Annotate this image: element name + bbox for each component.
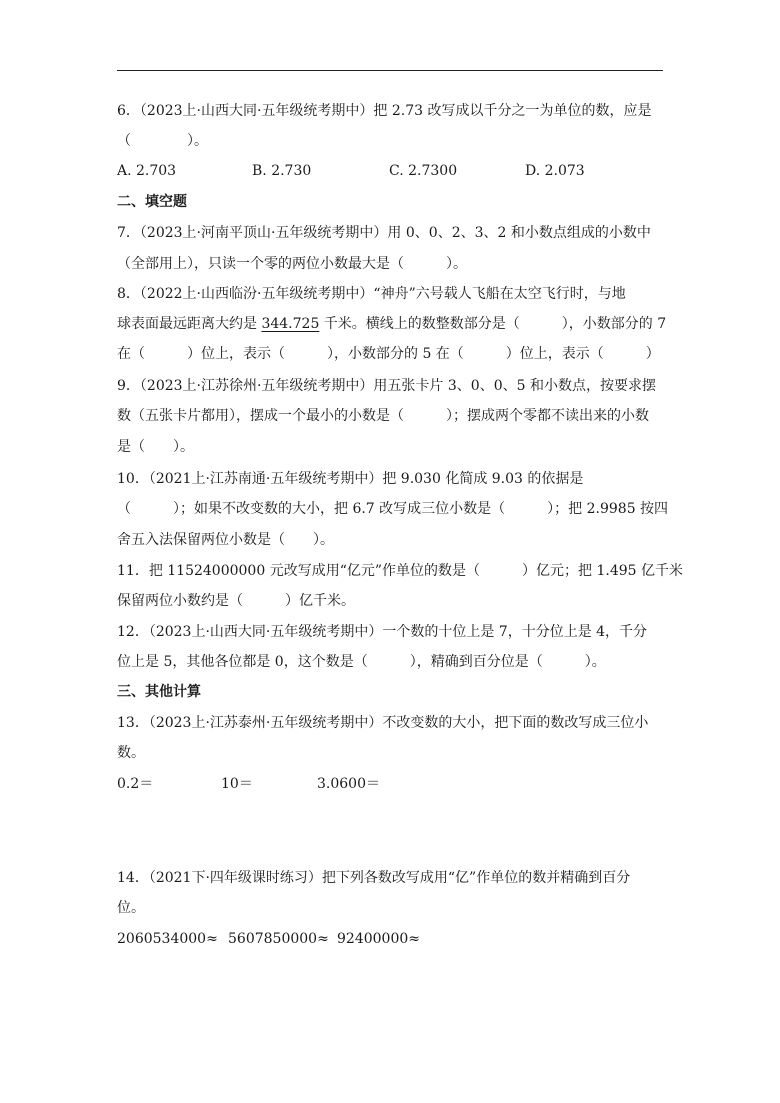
q14-line2: 位。: [117, 900, 145, 916]
q10-line3: 舍五入法保留两位小数是（ ）。: [117, 532, 334, 548]
option-a: A. 2.703: [117, 163, 177, 179]
q10-line1: 10．（2021上·江苏南通·五年级统考期中）把 9.030 化简成 9.03 的依据是: [117, 471, 584, 487]
q14-item: 92400000≈: [337, 931, 420, 947]
header-rule: [117, 70, 663, 71]
q8-line2-pre: 球表面最远距离大约是: [117, 316, 262, 332]
q13-item: 10＝: [221, 776, 253, 792]
q13-item: 3.0600＝: [317, 776, 380, 792]
q11-line1: 11．把 11524000000 元改写成用“亿元”作单位的数是（ ）亿元；把 1.495 亿千米: [117, 563, 683, 579]
q8-line2: [117, 314, 677, 334]
q6-line2: （ ）。: [117, 133, 208, 149]
q11-line2: 保留两位小数约是（ ）亿千米。: [117, 593, 355, 609]
q12-line1: 12．（2023上·山西大同·五年级统考期中）一个数的十位上是 7，十分位上是 4，千分: [117, 624, 648, 640]
q7-line2: （全部用上），只读一个零的两位小数最大是（ ）。: [117, 256, 467, 272]
q14-line1: 14．（2021下·四年级课时练习）把下列各数改写成用“亿”作单位的数并精确到百分: [117, 870, 631, 886]
q9-line1: 9．（2023上·江苏徐州·五年级统考期中）用五张卡片 3、0、0、5 和小数点，按要求摆: [117, 378, 656, 394]
q8-line3: 在（ ）位上，表示（ ），小数部分的 5 在（ ）位上，表示（ ）: [117, 346, 660, 362]
q14-item: 2060534000≈: [117, 931, 218, 947]
q8-underlined-number: 344.725: [261, 316, 320, 332]
q13-line1: 13．（2023上·江苏泰州·五年级统考期中）不改变数的大小，把下面的数改写成三位小: [117, 715, 649, 731]
q10-line2: （ ）；如果不改变数的大小，把 6.7 改写成三位小数是（ ）；把 2.9985 按四: [117, 501, 669, 517]
option-b: B. 2.730: [252, 163, 312, 179]
section-other-calc-heading: 三、其他计算: [117, 684, 201, 700]
q9-line3: 是（ ）。: [117, 439, 194, 455]
option-c: C. 2.7300: [389, 163, 458, 179]
q9-line2: 数（五张卡片都用），摆成一个最小的小数是（ ）；摆成两个零都不读出来的小数: [117, 408, 649, 424]
q13-line2: 数。: [117, 745, 145, 761]
q12-line2: 位上是 5，其他各位都是 0，这个数是（ ），精确到百分位是（ ）。: [117, 654, 606, 670]
q8-line1: 8．（2022上·山西临汾·五年级统考期中）“神舟”六号载人飞船在太空飞行时，与地: [117, 286, 626, 302]
q14-item: 5607850000≈: [228, 931, 329, 947]
option-d: D. 2.073: [525, 163, 585, 179]
section-fill-in-heading: 二、填空题: [117, 194, 187, 210]
q6-line1: 6．（2023上·山西大同·五年级统考期中）把 2.73 改写成以千分之一为单位的数，应是: [117, 103, 652, 119]
q8-line2-post: 千米。横线上的数整数部分是（ ），小数部分的 7: [319, 316, 667, 332]
q7-line1: 7．（2023上·河南平顶山·五年级统考期中）用 0、0、2、3、2 和小数点组成的小数中: [117, 225, 651, 241]
q13-item: 0.2＝: [117, 776, 154, 792]
